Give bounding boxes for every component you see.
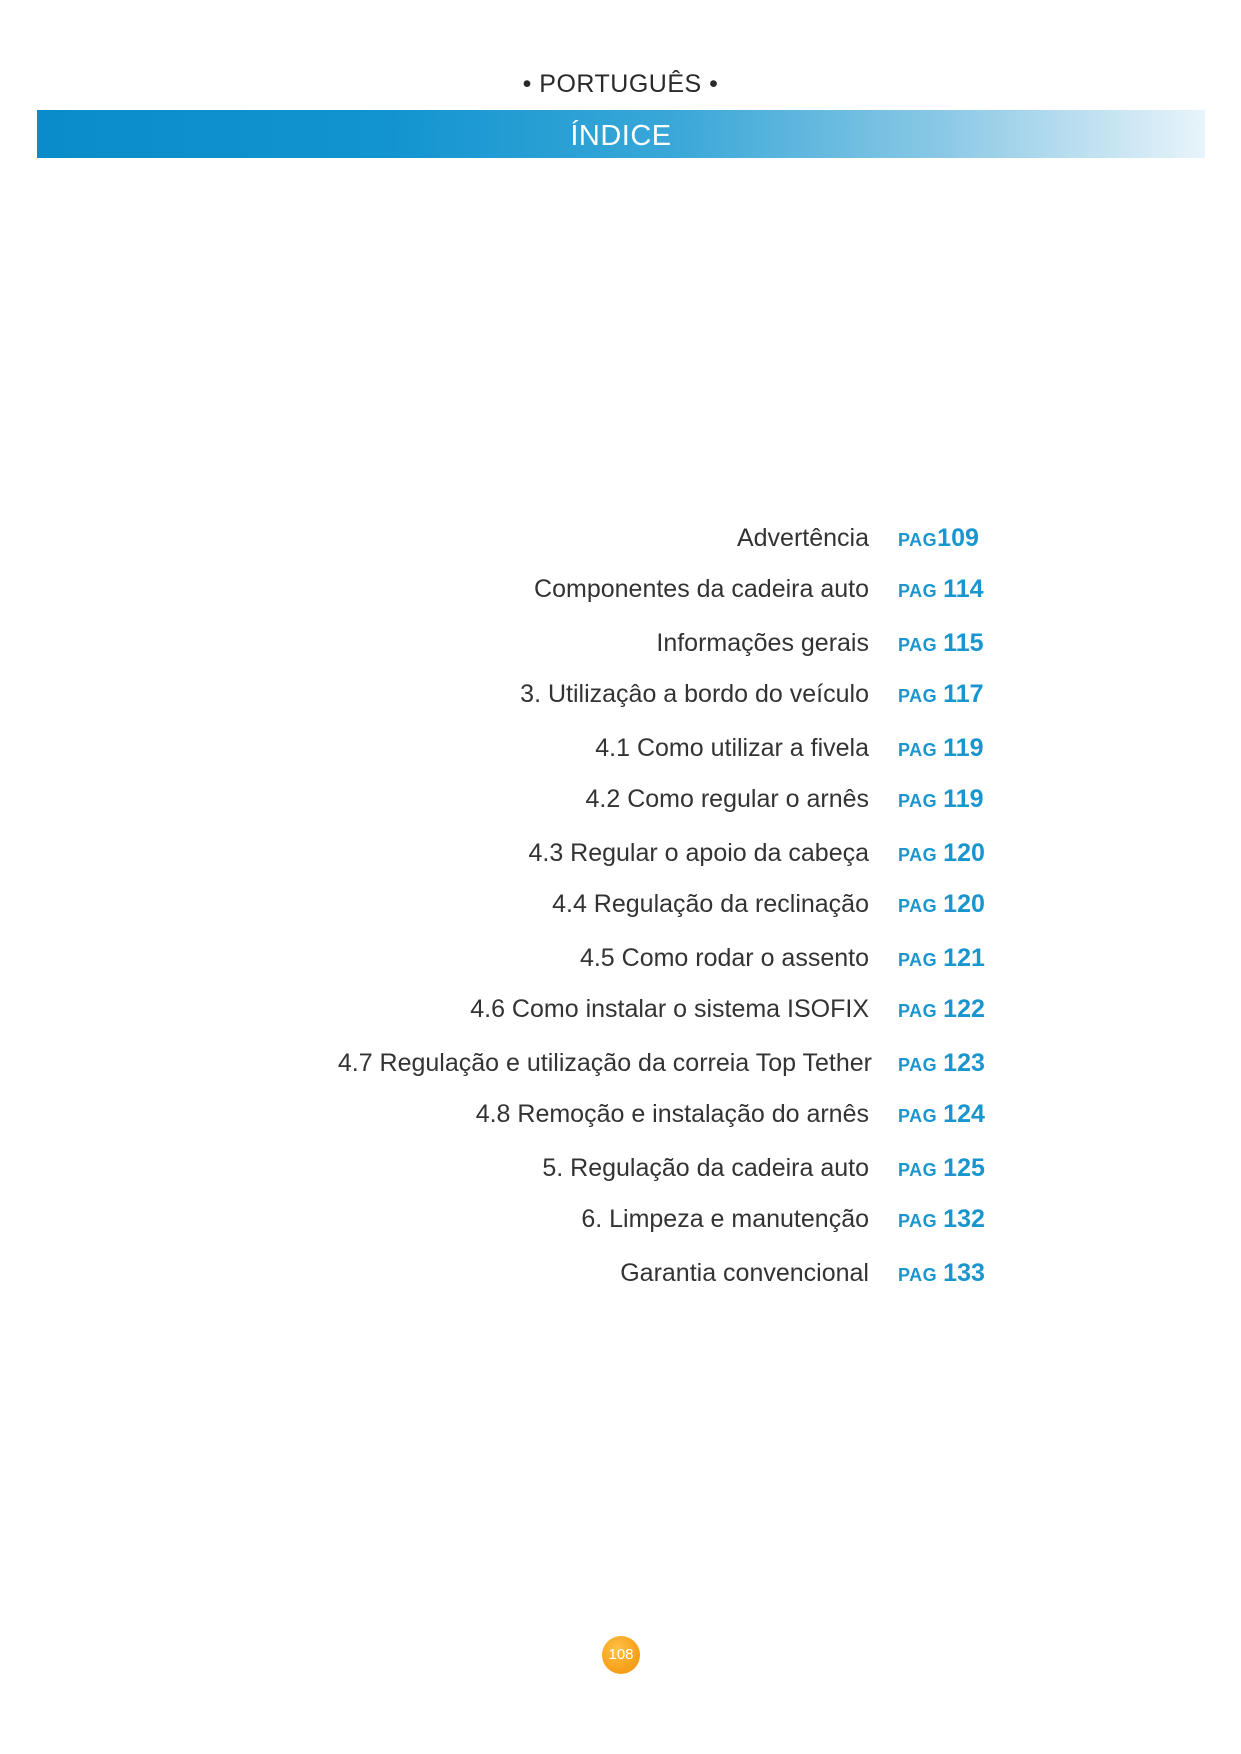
page-number: 114	[943, 575, 984, 603]
toc-entry[interactable]	[0, 779, 1241, 819]
toc-entry-page	[898, 833, 985, 877]
toc-entry-label: 4.3 Regular o apoio da cabeça	[528, 839, 869, 867]
toc-entry-label: 3. Utilizaçâo a bordo do veículo	[520, 680, 869, 708]
toc-entry-page	[898, 1043, 985, 1087]
page-number: 121	[943, 944, 985, 972]
pag-prefix: PAG	[898, 791, 938, 811]
pag-prefix: PAG	[898, 1055, 938, 1075]
toc-entry[interactable]	[0, 569, 1241, 609]
toc-entry-page	[898, 989, 985, 1033]
toc-entry-page	[898, 779, 984, 823]
toc-entry-label: Informações gerais	[656, 629, 869, 657]
page-number: 124	[943, 1100, 985, 1128]
title-bar	[37, 110, 1205, 158]
toc-entry-page	[898, 674, 984, 718]
page-number: 117	[943, 680, 984, 708]
toc-entry-page	[898, 728, 984, 772]
toc-entry[interactable]	[0, 1043, 1241, 1083]
toc-entry[interactable]	[0, 728, 1241, 768]
toc-entry-page	[898, 623, 984, 667]
toc-entry-label: 4.8 Remoção e instalação do arnês	[475, 1100, 869, 1128]
toc-entry-page	[898, 1199, 985, 1243]
toc-entry-label: 4.4 Regulação da reclinação	[552, 890, 869, 918]
toc-entry[interactable]	[0, 1253, 1241, 1293]
toc-entry-label: 4.6 Como instalar o sistema ISOFIX	[470, 995, 869, 1023]
pag-prefix: PAG	[898, 1211, 938, 1231]
toc-entry-label: Advertência	[736, 524, 869, 552]
toc-entry-page	[898, 1094, 985, 1138]
page-number: 120	[943, 839, 985, 867]
toc-entry[interactable]	[0, 884, 1241, 924]
page-number-badge: 108	[602, 1636, 640, 1674]
pag-prefix: PAG	[898, 1106, 938, 1126]
language-label: • PORTUGUÊS •	[522, 70, 719, 98]
pag-prefix: PAG	[898, 1265, 938, 1285]
page-number: 132	[943, 1205, 985, 1233]
pag-prefix: PAG	[898, 635, 938, 655]
toc-entry-page	[898, 938, 985, 982]
toc-entry-page	[898, 884, 985, 928]
page-number: 119	[943, 734, 984, 762]
page-number: 133	[943, 1259, 985, 1287]
toc-entry-page	[898, 1148, 985, 1192]
toc-entry-label: 5. Regulação da cadeira auto	[542, 1154, 869, 1182]
page-number: 115	[943, 629, 984, 657]
page-number: 123	[943, 1049, 985, 1077]
toc-entry[interactable]	[0, 518, 1241, 558]
toc-entry[interactable]	[0, 989, 1241, 1029]
pag-prefix: PAG	[898, 740, 938, 760]
pag-prefix: PAG	[898, 896, 938, 916]
toc-entry-label: Componentes da cadeira auto	[534, 575, 869, 603]
toc-entry-page	[898, 1253, 985, 1297]
page-number: 120	[943, 890, 985, 918]
toc-entry-label: 6. Limpeza e manutenção	[581, 1205, 869, 1233]
toc-entry[interactable]	[0, 674, 1241, 714]
pag-prefix: PAG	[898, 581, 938, 601]
toc-entry-label: Garantia convencional	[620, 1259, 869, 1287]
page-number: 122	[943, 995, 985, 1023]
page-number: 119	[943, 785, 984, 813]
pag-prefix: PAG	[898, 530, 938, 550]
toc-entry-label: 4.2 Como regular o arnês	[585, 785, 869, 813]
page-number: 125	[943, 1154, 985, 1182]
toc-entry-label: 4.1 Como utilizar a fivela	[595, 734, 869, 762]
pag-prefix: PAG	[898, 950, 938, 970]
toc-entry[interactable]	[0, 1094, 1241, 1134]
pag-prefix: PAG	[898, 686, 938, 706]
toc-entry[interactable]	[0, 938, 1241, 978]
toc-entry-page	[898, 569, 984, 613]
toc-entry-label: 4.5 Como rodar o assento	[579, 944, 869, 972]
toc-entry-label: 4.7 Regulação e utilização da correia Top Tether	[337, 1049, 872, 1077]
pag-prefix: PAG	[898, 1001, 938, 1021]
toc-entry[interactable]	[0, 1148, 1241, 1188]
toc-entry[interactable]	[0, 623, 1241, 663]
page-number: 109	[937, 524, 979, 552]
page-title: ÍNDICE	[570, 120, 672, 152]
pag-prefix: PAG	[898, 845, 938, 865]
toc-entry[interactable]	[0, 1199, 1241, 1239]
toc-entry-page	[898, 518, 979, 562]
pag-prefix: PAG	[898, 1160, 938, 1180]
toc-entry[interactable]	[0, 833, 1241, 873]
